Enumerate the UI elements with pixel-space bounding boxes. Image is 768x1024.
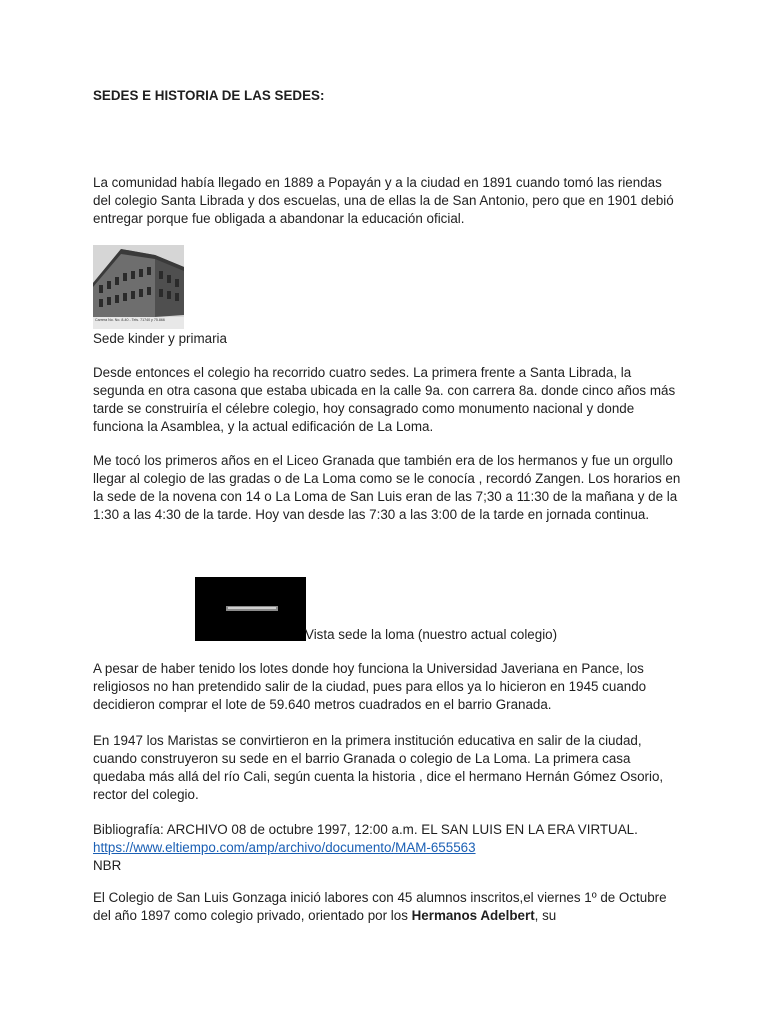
paragraph-four-sites: Desde entonces el colegio ha recorrido cuatro sedes. La primera frente a Santa Librada, la segunda en otra casona que estaba ubicada en la calle 9a. con carrera 8a. donde cinco años más tarde se construiría el célebre colegio, hoy consagrado como monumento nacional y donde funciona la Asamblea, y la actual edificación de La Loma.	[93, 365, 676, 434]
paragraph-maristas-1947: En 1947 los Maristas se convirtieron en la primera institución educativa en salir de la ciudad, cuando construyeron su sede en el barrio Granada o colegio de La Loma. La primera casa quedaba más allá del río Cali, según cuenta la historia , dice el hermano Hernán Gómez Osorio, rector del colegio.	[93, 733, 664, 802]
founding-text-end: , su	[534, 908, 557, 923]
bibliography-text: Bibliografía: ARCHIVO 08 de octubre 1997, 12:00 a.m. EL SAN LUIS EN LA ERA VIRTUAL.	[93, 822, 638, 837]
paragraph-history-intro: La comunidad había llegado en 1889 a Popayán y a la ciudad en 1891 cuando tomó las riendas del colegio Santa Librada y dos escuelas, una de ellas la de San Antonio, pero que en 1901 debió entregar porque fue obligada a abandonar la educación oficial.	[93, 175, 674, 226]
campus-photo-illustration	[195, 577, 306, 641]
founding-text-start: El Colegio de San Luis Gonzaga inició labores con 45 alumnos inscritos,el viernes 1º de Octubre del año 1897 como colegio privado, orientado por los	[93, 890, 667, 923]
paragraph-javeriana-lots: A pesar de haber tenido los lotes donde hoy funciona la Universidad Javeriana en Pance, los religiosos no han pretendido salir de la ciudad, pues para ellos ya lo hicieron en 1945 cuando decidieron comprar el lote de 59.640 metros cuadrados en el barrio Granada.	[93, 661, 647, 712]
section-heading: SEDES E HISTORIA DE LAS SEDES:	[93, 88, 325, 103]
image-caption-kinder: Sede kinder y primaria	[93, 331, 227, 346]
kinder-primaria-building-photo	[93, 245, 184, 329]
la-loma-campus-photo	[195, 577, 306, 641]
paragraph-founding	[93, 889, 683, 925]
paragraph-zangen-memories: Me tocó los primeros años en el Liceo Granada que también era de los hermanos y fue un orgullo llegar al colegio de las gradas o de La Loma como se le conocía , recordó Zangen. Los horarios en la sede de la novena con 14 o La Loma de San Luis eran de las 7;30 a 11:30 de la mañana y de la 1:30 a las 4:30 de la tarde. Hoy van desde las 7:30 a las 3:00 de la tarde en jornada continua.	[93, 453, 681, 522]
bibliography-source: NBR	[93, 858, 122, 873]
image-caption-la-loma: Vista sede la loma (nuestro actual colegio)	[305, 627, 558, 642]
bibliography-link[interactable]: https://www.eltiempo.com/amp/archivo/documento/MAM-655563	[93, 840, 476, 855]
building-photo-illustration	[93, 245, 184, 329]
founding-brothers-name: Hermanos Adelbert	[411, 908, 535, 923]
building-photo-stamp: Carrera No. No. 8-40 - Tels. 71740 y 75.866	[95, 318, 165, 322]
bibliography	[93, 821, 683, 875]
